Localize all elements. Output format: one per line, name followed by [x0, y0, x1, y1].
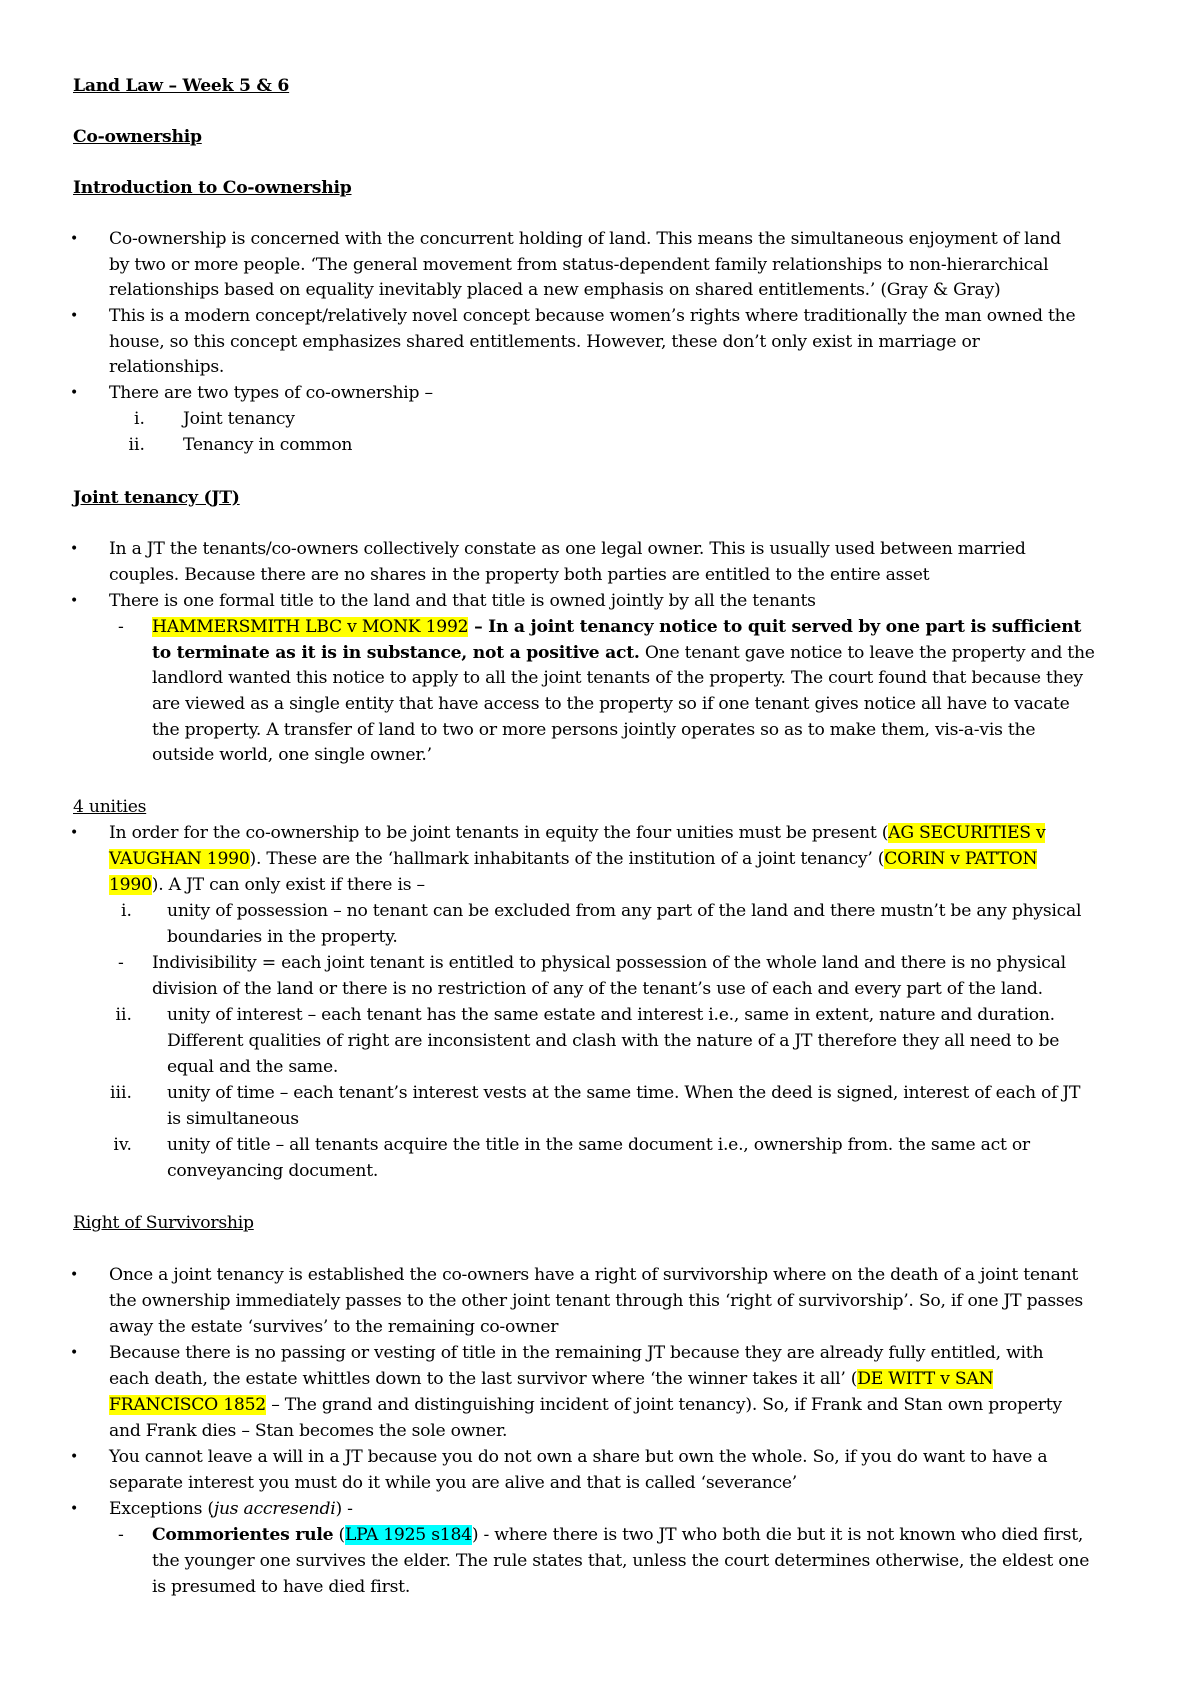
heading-joint-tenancy: Joint tenancy (JT) — [73, 488, 240, 508]
bullet-icon: • — [70, 385, 79, 401]
intro-bullet-1-line-2: by two or more people. ‘The general movement from status-dependent family relationships to non-hierarchical — [109, 255, 1049, 275]
unity-time-line-2: is simultaneous — [167, 1109, 299, 1129]
heading-right-of-survivorship: Right of Survivorship — [73, 1213, 254, 1233]
case-ag-securities-cont: VAUGHAN 1990 — [109, 849, 250, 869]
jt-case-line-3: landlord wanted this notice to apply to all the joint tenants of the property. The court found that because they — [152, 668, 1083, 688]
unity-possession-line-2: boundaries in the property. — [167, 927, 398, 947]
unity-title-line-1: unity of title – all tenants acquire the title in the same document i.e., ownership from. the same act or — [167, 1135, 1030, 1155]
bullet-icon: • — [70, 231, 79, 247]
dash-marker: - — [118, 617, 124, 637]
commorientes-line-1 — [152, 1522, 1083, 1548]
surv-bullet-1-line-3: away the estate ‘survives’ to the remaining co-owner — [109, 1317, 559, 1337]
case-corin-patton-cont: 1990 — [109, 875, 152, 895]
indivisibility-line-2: division of the land or there is no restriction of any of the tenant’s use of each and every part of the land. — [152, 979, 1043, 999]
dash-marker: - — [118, 953, 124, 973]
surv-bullet-2-line-2 — [109, 1366, 993, 1392]
commorientes-line-3: is presumed to have died first. — [152, 1577, 411, 1597]
surv-text: – The grand and distinguishing incident of joint tenancy). So, if Frank and Stan own property — [265, 1395, 1062, 1415]
roman-numeral: i. — [134, 409, 145, 429]
unity-time-line-1: unity of time – each tenant’s interest vests at the same time. When the deed is signed, interest of each of JT — [167, 1083, 1081, 1103]
document-title: Land Law – Week 5 & 6 — [73, 76, 290, 96]
roman-numeral: ii. — [128, 435, 145, 455]
unities-line-2 — [109, 846, 1037, 872]
type-tenancy-in-common: Tenancy in common — [183, 435, 353, 455]
case-text: One tenant gave notice to leave the property and the — [639, 643, 1095, 663]
jt-case-line-4: are viewed as a single entity that have access to the property so if one tenant gives notice all have to vacate — [152, 694, 1070, 714]
jt-bullet-2: There is one formal title to the land and that title is owned jointly by all the tenants — [109, 591, 816, 611]
intro-bullet-1-line-1: Co-ownership is concerned with the concurrent holding of land. This means the simultaneous enjoyment of land — [109, 229, 1061, 249]
exceptions-text: Exceptions ( — [109, 1499, 214, 1519]
unity-title-line-2: conveyancing document. — [167, 1161, 379, 1181]
jt-case-line-1 — [152, 614, 1081, 640]
unity-interest-line-3: equal and the same. — [167, 1057, 339, 1077]
commorientes-line-2: the younger one survives the elder. The rule states that, unless the court determines otherwise, the eldest one — [152, 1551, 1090, 1571]
case-hammersmith: HAMMERSMITH LBC v MONK 1992 — [152, 617, 469, 637]
bullet-icon: • — [70, 1501, 79, 1517]
bullet-icon: • — [70, 1449, 79, 1465]
surv-bullet-1-line-2: the ownership immediately passes to the other joint tenant through this ‘right of survivorship’. So, if one JT passes — [109, 1291, 1083, 1311]
intro-bullet-1-line-3: relationships based on equality inevitably placed a new emphasis on shared entitlements.’ (Gray & Gray) — [109, 280, 1001, 300]
jt-bullet-1-line-1: In a JT the tenants/co-owners collectively constate as one legal owner. This is usually used between married — [109, 539, 1026, 559]
surv-bullet-3-line-1: You cannot leave a will in a JT because you do not own a share but own the whole. So, if you do want to have a — [109, 1447, 1048, 1467]
unity-interest-line-1: unity of interest – each tenant has the same estate and interest i.e., same in extent, nature and duration. — [167, 1005, 1055, 1025]
heading-introduction: Introduction to Co-ownership — [73, 178, 352, 198]
type-joint-tenancy: Joint tenancy — [183, 409, 295, 429]
unity-interest-line-2: Different qualities of right are inconsistent and clash with the nature of a JT therefore they all need to be — [167, 1031, 1060, 1051]
intro-bullet-2-line-3: relationships. — [109, 357, 225, 377]
bullet-icon: • — [70, 541, 79, 557]
roman-numeral: iv. — [113, 1135, 132, 1155]
bullet-icon: • — [70, 308, 79, 324]
commorientes-rule-label: Commorientes rule — [152, 1525, 334, 1545]
jt-case-line-5: the property. A transfer of land to two or more persons jointly operates so as to make them, vis-a-vis the — [152, 720, 1036, 740]
case-holding-bold: to terminate as it is in substance, not a positive act. — [152, 643, 640, 663]
surv-bullet-3-line-2: separate interest you must do it while you are alive and that is called ‘severance’ — [109, 1473, 798, 1493]
jus-accresendi: jus accresendi — [213, 1499, 336, 1519]
commorientes-text: ( — [333, 1525, 345, 1545]
heading-coownership: Co-ownership — [73, 127, 202, 147]
case-de-witt-cont: FRANCISCO 1852 — [109, 1395, 266, 1415]
jt-bullet-1-line-2: couples. Because there are no shares in the property both parties are entitled to the entire asset — [109, 565, 930, 585]
indivisibility-line-1: Indivisibility = each joint tenant is entitled to physical possession of the whole land and there is no physical — [152, 953, 1066, 973]
dash-marker: - — [118, 1525, 124, 1545]
case-corin-patton: CORIN v PATTON — [884, 849, 1038, 869]
case-holding-bold: – In a joint tenancy notice to quit served by one part is sufficient — [468, 617, 1082, 637]
bullet-icon: • — [70, 593, 79, 609]
unities-text: In order for the co-ownership to be joint tenants in equity the four unities must be present ( — [109, 823, 889, 843]
intro-bullet-2-line-1: This is a modern concept/relatively novel concept because women’s rights where traditionally the man owned the — [109, 306, 1076, 326]
intro-bullet-3: There are two types of co-ownership – — [109, 383, 433, 403]
unity-possession-line-1: unity of possession – no tenant can be excluded from any part of the land and there mustn’t be any physical — [167, 901, 1082, 921]
bullet-icon: • — [70, 825, 79, 841]
surv-bullet-1-line-1: Once a joint tenancy is established the co-owners have a right of survivorship where on the death of a joint tenant — [109, 1265, 1079, 1285]
jt-case-line-2 — [152, 640, 1095, 666]
roman-numeral: ii. — [115, 1005, 132, 1025]
surv-bullet-2-line-3 — [109, 1392, 1062, 1418]
roman-numeral: i. — [121, 901, 132, 921]
surv-bullet-2-line-4: and Frank dies – Stan becomes the sole owner. — [109, 1421, 508, 1441]
bullet-icon: • — [70, 1267, 79, 1283]
case-ag-securities: AG SECURITIES v — [888, 823, 1046, 843]
commorientes-text: ) - where there is two JT who both die but it is not known who died first, — [471, 1525, 1084, 1545]
jt-case-line-6: outside world, one single owner.’ — [152, 745, 432, 765]
unities-line-1 — [109, 820, 1045, 846]
roman-numeral: iii. — [110, 1083, 132, 1103]
intro-bullet-2-line-2: house, so this concept emphasizes shared entitlements. However, these don’t only exist in marriage or — [109, 332, 980, 352]
unities-text: ). A JT can only exist if there is – — [151, 875, 425, 895]
unities-line-3 — [109, 872, 425, 898]
surv-bullet-4 — [109, 1496, 353, 1522]
surv-text: each death, the estate whittles down to the last survivor where ‘the winner takes it all’ ( — [109, 1369, 858, 1389]
exceptions-text: ) - — [335, 1499, 353, 1519]
surv-bullet-2-line-1: Because there is no passing or vesting of title in the remaining JT because they are already fully entitled, with — [109, 1343, 1044, 1363]
case-de-witt: DE WITT v SAN — [857, 1369, 994, 1389]
statute-lpa-1925: LPA 1925 s184 — [344, 1525, 472, 1545]
unities-text: ). These are the ‘hallmark inhabitants of the institution of a joint tenancy’ ( — [249, 849, 885, 869]
heading-4-unities: 4 unities — [73, 797, 147, 817]
bullet-icon: • — [70, 1345, 79, 1361]
